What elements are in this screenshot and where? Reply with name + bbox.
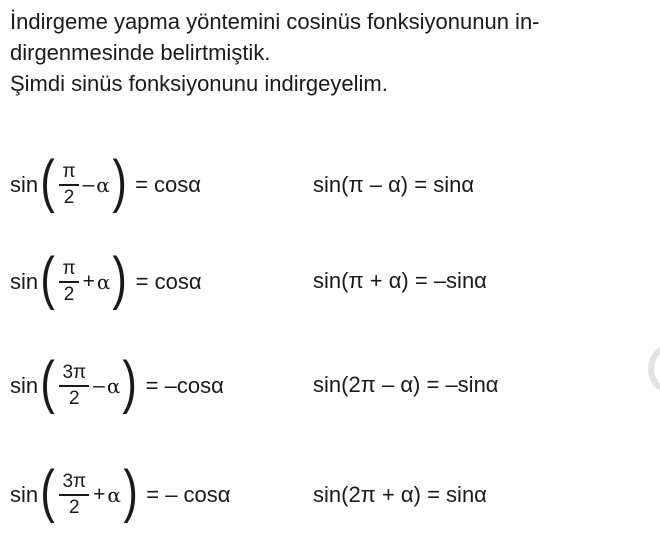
formula-right-4: sin(2π + α) = sinα [313, 482, 487, 507]
formula-right-2: sin(π + α) = –sinα [313, 268, 487, 293]
variable: α [106, 374, 121, 398]
formula-right-1: sin(π – α) = sinα [313, 172, 475, 197]
formula-left-1 [10, 150, 201, 220]
denominator: 2 [69, 497, 80, 518]
numerator: 3π [62, 362, 87, 383]
intro-paragraph [10, 6, 655, 99]
variable: α [96, 270, 111, 294]
right-paren: ) [123, 459, 138, 524]
function-name: sin [10, 269, 39, 294]
function-name: sin [10, 482, 39, 507]
fraction [59, 471, 89, 519]
fraction-bar [59, 494, 89, 496]
right-paren: ) [112, 149, 127, 214]
fraction-bar [59, 385, 89, 387]
result: = cosα [135, 269, 202, 294]
variable: α [107, 483, 121, 507]
numerator: 3π [62, 471, 87, 492]
left-paren: ( [40, 350, 56, 415]
left-paren: ( [40, 246, 56, 311]
operator: + [82, 270, 95, 293]
left-paren: ( [40, 149, 56, 214]
operator: – [82, 173, 95, 196]
fraction-bar [59, 184, 78, 186]
fraction [59, 161, 78, 209]
intro-line-3: Şimdi sinüs fonksiyonunu indirgeyelim. [10, 71, 388, 96]
intro-line-2: dirgenmesinde belirtmiştik. [10, 40, 271, 65]
fraction [59, 362, 89, 410]
intro-line-1: İndirgeme yapma yöntemini cosinüs fonksiyonunun in- [10, 9, 540, 34]
page-edge-tab-inner [654, 348, 660, 390]
numerator: π [62, 258, 76, 279]
fraction [59, 258, 78, 306]
operator: + [93, 483, 106, 506]
formula-right-3: sin(2π – α) = –sinα [313, 372, 499, 397]
left-paren: ( [40, 459, 56, 524]
result: = cosα [135, 172, 202, 197]
formula-left-2 [10, 247, 202, 317]
formula-left-4 [10, 460, 231, 530]
result: = –cosα [145, 373, 224, 398]
right-paren: ) [112, 246, 128, 311]
denominator: 2 [63, 187, 75, 208]
right-paren: ) [122, 350, 138, 415]
function-name: sin [10, 373, 39, 398]
formula-left-3 [10, 351, 224, 421]
denominator: 2 [69, 388, 80, 409]
fraction-bar [59, 281, 78, 283]
numerator: π [62, 161, 76, 182]
denominator: 2 [63, 284, 75, 305]
page-edge-tab[interactable] [648, 342, 660, 396]
variable: α [96, 173, 110, 197]
operator: – [93, 374, 105, 397]
function-name: sin [10, 172, 39, 197]
result: = – cosα [146, 482, 231, 507]
